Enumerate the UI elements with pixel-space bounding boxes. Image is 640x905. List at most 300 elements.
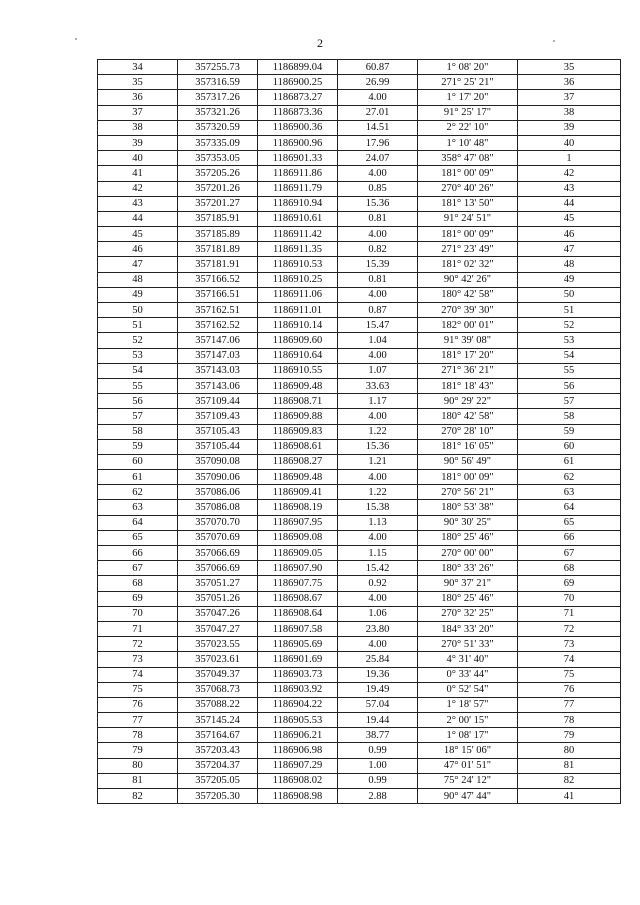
y-coordinate-cell: 1186907.58 [258,621,338,636]
bearing-cell: 270° 00' 00" [418,546,518,561]
x-coordinate-cell: 357201.26 [178,181,258,196]
next-point-cell: 67 [518,546,621,561]
bearing-cell: 0° 33' 44" [418,667,518,682]
x-coordinate-cell: 357143.03 [178,363,258,378]
distance-cell: 0.87 [338,303,418,318]
next-point-cell: 63 [518,485,621,500]
coordinates-table-container [97,59,621,804]
distance-cell: 15.47 [338,318,418,333]
distance-cell: 4.00 [338,348,418,363]
x-coordinate-cell: 357143.06 [178,378,258,393]
y-coordinate-cell: 1186910.64 [258,348,338,363]
next-point-cell: 56 [518,378,621,393]
point-number-cell: 43 [98,196,178,211]
table-row [98,135,621,150]
bearing-cell: 91° 39' 08" [418,333,518,348]
point-number-cell: 73 [98,652,178,667]
table-row [98,773,621,788]
x-coordinate-cell: 357205.30 [178,789,258,804]
distance-cell: 4.00 [338,591,418,606]
x-coordinate-cell: 357047.27 [178,621,258,636]
point-number-cell: 76 [98,697,178,712]
table-row [98,287,621,302]
table-row [98,454,621,469]
table-row [98,561,621,576]
x-coordinate-cell: 357317.26 [178,90,258,105]
bearing-cell: 18° 15' 06" [418,743,518,758]
x-coordinate-cell: 357162.52 [178,318,258,333]
bearing-cell: 1° 18' 57" [418,697,518,712]
y-coordinate-cell: 1186899.04 [258,60,338,75]
point-number-cell: 53 [98,348,178,363]
bearing-cell: 91° 24' 51" [418,211,518,226]
bearing-cell: 90° 42' 26" [418,272,518,287]
x-coordinate-cell: 357086.08 [178,500,258,515]
point-number-cell: 58 [98,424,178,439]
distance-cell: 14.51 [338,120,418,135]
point-number-cell: 44 [98,211,178,226]
point-number-cell: 35 [98,75,178,90]
distance-cell: 1.04 [338,333,418,348]
point-number-cell: 40 [98,151,178,166]
bearing-cell: 181° 00' 09" [418,227,518,242]
point-number-cell: 34 [98,60,178,75]
point-number-cell: 41 [98,166,178,181]
point-number-cell: 80 [98,758,178,773]
x-coordinate-cell: 357185.91 [178,211,258,226]
bearing-cell: 90° 47' 44" [418,789,518,804]
distance-cell: 1.22 [338,485,418,500]
y-coordinate-cell: 1186905.69 [258,637,338,652]
bearing-cell: 75° 24' 12" [418,773,518,788]
point-number-cell: 38 [98,120,178,135]
point-number-cell: 50 [98,303,178,318]
point-number-cell: 71 [98,621,178,636]
distance-cell: 23.80 [338,621,418,636]
table-row [98,439,621,454]
x-coordinate-cell: 357166.51 [178,287,258,302]
next-point-cell: 62 [518,470,621,485]
x-coordinate-cell: 357090.06 [178,470,258,485]
table-row [98,318,621,333]
x-coordinate-cell: 357162.51 [178,303,258,318]
distance-cell: 0.99 [338,773,418,788]
distance-cell: 24.07 [338,151,418,166]
x-coordinate-cell: 357049.37 [178,667,258,682]
x-coordinate-cell: 357023.55 [178,637,258,652]
table-row [98,576,621,591]
x-coordinate-cell: 357316.59 [178,75,258,90]
point-number-cell: 49 [98,287,178,302]
next-point-cell: 44 [518,196,621,211]
y-coordinate-cell: 1186907.29 [258,758,338,773]
point-number-cell: 48 [98,272,178,287]
distance-cell: 25.84 [338,652,418,667]
x-coordinate-cell: 357335.09 [178,135,258,150]
bearing-cell: 180° 42' 58" [418,409,518,424]
point-number-cell: 61 [98,470,178,485]
table-row [98,75,621,90]
next-point-cell: 74 [518,652,621,667]
next-point-cell: 61 [518,454,621,469]
bearing-cell: 358° 47' 08" [418,151,518,166]
y-coordinate-cell: 1186901.33 [258,151,338,166]
table-row [98,789,621,804]
x-coordinate-cell: 357051.27 [178,576,258,591]
distance-cell: 19.49 [338,682,418,697]
y-coordinate-cell: 1186908.02 [258,773,338,788]
next-point-cell: 54 [518,348,621,363]
distance-cell: 4.00 [338,90,418,105]
next-point-cell: 42 [518,166,621,181]
y-coordinate-cell: 1186900.96 [258,135,338,150]
next-point-cell: 70 [518,591,621,606]
next-point-cell: 41 [518,789,621,804]
bearing-cell: 270° 32' 25" [418,606,518,621]
bearing-cell: 181° 00' 09" [418,166,518,181]
next-point-cell: 57 [518,394,621,409]
point-number-cell: 56 [98,394,178,409]
y-coordinate-cell: 1186908.61 [258,439,338,454]
y-coordinate-cell: 1186908.27 [258,454,338,469]
distance-cell: 1.21 [338,454,418,469]
point-number-cell: 59 [98,439,178,454]
point-number-cell: 67 [98,561,178,576]
table-row [98,333,621,348]
bearing-cell: 270° 40' 26" [418,181,518,196]
distance-cell: 26.99 [338,75,418,90]
table-row [98,166,621,181]
x-coordinate-cell: 357066.69 [178,546,258,561]
x-coordinate-cell: 357068.73 [178,682,258,697]
point-number-cell: 75 [98,682,178,697]
distance-cell: 15.42 [338,561,418,576]
next-point-cell: 79 [518,728,621,743]
distance-cell: 1.06 [338,606,418,621]
y-coordinate-cell: 1186910.25 [258,272,338,287]
x-coordinate-cell: 357166.52 [178,272,258,287]
x-coordinate-cell: 357204.37 [178,758,258,773]
bearing-cell: 2° 00' 15" [418,713,518,728]
next-point-cell: 80 [518,743,621,758]
point-number-cell: 60 [98,454,178,469]
bearing-cell: 1° 17' 20" [418,90,518,105]
next-point-cell: 48 [518,257,621,272]
y-coordinate-cell: 1186910.14 [258,318,338,333]
bearing-cell: 180° 42' 58" [418,287,518,302]
bearing-cell: 4° 31' 40" [418,652,518,667]
next-point-cell: 43 [518,181,621,196]
distance-cell: 17.96 [338,135,418,150]
x-coordinate-cell: 357353.05 [178,151,258,166]
y-coordinate-cell: 1186909.83 [258,424,338,439]
point-number-cell: 47 [98,257,178,272]
x-coordinate-cell: 357023.61 [178,652,258,667]
bearing-cell: 1° 08' 17" [418,728,518,743]
y-coordinate-cell: 1186901.69 [258,652,338,667]
distance-cell: 0.81 [338,211,418,226]
x-coordinate-cell: 357066.69 [178,561,258,576]
point-number-cell: 46 [98,242,178,257]
point-number-cell: 36 [98,90,178,105]
bearing-cell: 180° 53' 38" [418,500,518,515]
distance-cell: 4.00 [338,227,418,242]
next-point-cell: 55 [518,363,621,378]
next-point-cell: 81 [518,758,621,773]
next-point-cell: 58 [518,409,621,424]
next-point-cell: 65 [518,515,621,530]
y-coordinate-cell: 1186908.98 [258,789,338,804]
table-row [98,713,621,728]
next-point-cell: 75 [518,667,621,682]
y-coordinate-cell: 1186908.71 [258,394,338,409]
y-coordinate-cell: 1186903.73 [258,667,338,682]
table-row [98,60,621,75]
bearing-cell: 270° 39' 30" [418,303,518,318]
bearing-cell: 181° 13' 50" [418,196,518,211]
x-coordinate-cell: 357051.26 [178,591,258,606]
bearing-cell: 91° 25' 17" [418,105,518,120]
x-coordinate-cell: 357201.27 [178,196,258,211]
next-point-cell: 71 [518,606,621,621]
table-row [98,682,621,697]
table-row [98,181,621,196]
y-coordinate-cell: 1186900.25 [258,75,338,90]
x-coordinate-cell: 357321.26 [178,105,258,120]
table-row [98,211,621,226]
point-number-cell: 65 [98,530,178,545]
point-number-cell: 57 [98,409,178,424]
next-point-cell: 49 [518,272,621,287]
x-coordinate-cell: 357109.43 [178,409,258,424]
table-row [98,394,621,409]
distance-cell: 15.36 [338,439,418,454]
point-number-cell: 63 [98,500,178,515]
table-row [98,606,621,621]
scan-speck [553,40,555,42]
table-row [98,758,621,773]
x-coordinate-cell: 357181.89 [178,242,258,257]
y-coordinate-cell: 1186873.27 [258,90,338,105]
table-row [98,424,621,439]
distance-cell: 0.82 [338,242,418,257]
bearing-cell: 1° 10' 48" [418,135,518,150]
point-number-cell: 69 [98,591,178,606]
bearing-cell: 0° 52' 54" [418,682,518,697]
x-coordinate-cell: 357145.24 [178,713,258,728]
bearing-cell: 182° 00' 01" [418,318,518,333]
y-coordinate-cell: 1186911.06 [258,287,338,302]
y-coordinate-cell: 1186909.41 [258,485,338,500]
coordinates-table-body [98,60,621,804]
distance-cell: 19.36 [338,667,418,682]
distance-cell: 27.01 [338,105,418,120]
y-coordinate-cell: 1186911.35 [258,242,338,257]
point-number-cell: 82 [98,789,178,804]
next-point-cell: 72 [518,621,621,636]
point-number-cell: 79 [98,743,178,758]
next-point-cell: 69 [518,576,621,591]
distance-cell: 4.00 [338,530,418,545]
next-point-cell: 46 [518,227,621,242]
distance-cell: 15.36 [338,196,418,211]
y-coordinate-cell: 1186903.92 [258,682,338,697]
distance-cell: 60.87 [338,60,418,75]
x-coordinate-cell: 357088.22 [178,697,258,712]
y-coordinate-cell: 1186907.95 [258,515,338,530]
distance-cell: 15.38 [338,500,418,515]
next-point-cell: 68 [518,561,621,576]
y-coordinate-cell: 1186908.67 [258,591,338,606]
point-number-cell: 72 [98,637,178,652]
table-row [98,90,621,105]
y-coordinate-cell: 1186908.64 [258,606,338,621]
x-coordinate-cell: 357086.06 [178,485,258,500]
bearing-cell: 181° 17' 20" [418,348,518,363]
x-coordinate-cell: 357105.43 [178,424,258,439]
next-point-cell: 53 [518,333,621,348]
y-coordinate-cell: 1186908.19 [258,500,338,515]
next-point-cell: 38 [518,105,621,120]
x-coordinate-cell: 357181.91 [178,257,258,272]
distance-cell: 4.00 [338,287,418,302]
y-coordinate-cell: 1186910.94 [258,196,338,211]
point-number-cell: 66 [98,546,178,561]
bearing-cell: 271° 36' 21" [418,363,518,378]
bearing-cell: 90° 56' 49" [418,454,518,469]
x-coordinate-cell: 357320.59 [178,120,258,135]
distance-cell: 33.63 [338,378,418,393]
table-row [98,485,621,500]
point-number-cell: 42 [98,181,178,196]
y-coordinate-cell: 1186906.98 [258,743,338,758]
distance-cell: 1.13 [338,515,418,530]
distance-cell: 1.07 [338,363,418,378]
distance-cell: 2.88 [338,789,418,804]
table-row [98,363,621,378]
y-coordinate-cell: 1186909.05 [258,546,338,561]
next-point-cell: 77 [518,697,621,712]
table-row [98,667,621,682]
next-point-cell: 51 [518,303,621,318]
scan-speck [75,38,77,40]
table-row [98,196,621,211]
next-point-cell: 40 [518,135,621,150]
bearing-cell: 270° 51' 33" [418,637,518,652]
table-row [98,728,621,743]
bearing-cell: 180° 25' 46" [418,591,518,606]
x-coordinate-cell: 357147.03 [178,348,258,363]
y-coordinate-cell: 1186909.08 [258,530,338,545]
bearing-cell: 2° 22' 10" [418,120,518,135]
y-coordinate-cell: 1186907.90 [258,561,338,576]
point-number-cell: 52 [98,333,178,348]
distance-cell: 4.00 [338,470,418,485]
point-number-cell: 55 [98,378,178,393]
y-coordinate-cell: 1186906.21 [258,728,338,743]
y-coordinate-cell: 1186900.36 [258,120,338,135]
table-row [98,151,621,166]
table-row [98,105,621,120]
x-coordinate-cell: 357205.05 [178,773,258,788]
next-point-cell: 50 [518,287,621,302]
table-row [98,697,621,712]
x-coordinate-cell: 357070.69 [178,530,258,545]
next-point-cell: 36 [518,75,621,90]
x-coordinate-cell: 357070.70 [178,515,258,530]
bearing-cell: 90° 29' 22" [418,394,518,409]
next-point-cell: 76 [518,682,621,697]
table-row [98,120,621,135]
point-number-cell: 39 [98,135,178,150]
next-point-cell: 78 [518,713,621,728]
next-point-cell: 64 [518,500,621,515]
bearing-cell: 181° 02' 32" [418,257,518,272]
point-number-cell: 37 [98,105,178,120]
distance-cell: 38.77 [338,728,418,743]
distance-cell: 0.81 [338,272,418,287]
y-coordinate-cell: 1186911.42 [258,227,338,242]
y-coordinate-cell: 1186911.01 [258,303,338,318]
bearing-cell: 181° 00' 09" [418,470,518,485]
y-coordinate-cell: 1186910.55 [258,363,338,378]
distance-cell: 4.00 [338,409,418,424]
next-point-cell: 82 [518,773,621,788]
distance-cell: 1.22 [338,424,418,439]
distance-cell: 4.00 [338,637,418,652]
bearing-cell: 180° 25' 46" [418,530,518,545]
x-coordinate-cell: 357147.06 [178,333,258,348]
y-coordinate-cell: 1186909.60 [258,333,338,348]
y-coordinate-cell: 1186904.22 [258,697,338,712]
table-row [98,470,621,485]
distance-cell: 1.00 [338,758,418,773]
x-coordinate-cell: 357205.26 [178,166,258,181]
next-point-cell: 1 [518,151,621,166]
distance-cell: 1.17 [338,394,418,409]
table-row [98,500,621,515]
table-row [98,242,621,257]
distance-cell: 19.44 [338,713,418,728]
point-number-cell: 77 [98,713,178,728]
next-point-cell: 37 [518,90,621,105]
x-coordinate-cell: 357185.89 [178,227,258,242]
page-number: 2 [317,36,323,50]
bearing-cell: 271° 25' 21" [418,75,518,90]
bearing-cell: 270° 28' 10" [418,424,518,439]
bearing-cell: 180° 33' 26" [418,561,518,576]
table-row [98,257,621,272]
next-point-cell: 52 [518,318,621,333]
distance-cell: 0.99 [338,743,418,758]
next-point-cell: 45 [518,211,621,226]
x-coordinate-cell: 357109.44 [178,394,258,409]
point-number-cell: 81 [98,773,178,788]
table-row [98,515,621,530]
bearing-cell: 47° 01' 51" [418,758,518,773]
point-number-cell: 74 [98,667,178,682]
next-point-cell: 39 [518,120,621,135]
table-row [98,348,621,363]
y-coordinate-cell: 1186910.61 [258,211,338,226]
next-point-cell: 60 [518,439,621,454]
y-coordinate-cell: 1186905.53 [258,713,338,728]
table-row [98,621,621,636]
x-coordinate-cell: 357255.73 [178,60,258,75]
y-coordinate-cell: 1186911.86 [258,166,338,181]
y-coordinate-cell: 1186909.48 [258,470,338,485]
next-point-cell: 73 [518,637,621,652]
